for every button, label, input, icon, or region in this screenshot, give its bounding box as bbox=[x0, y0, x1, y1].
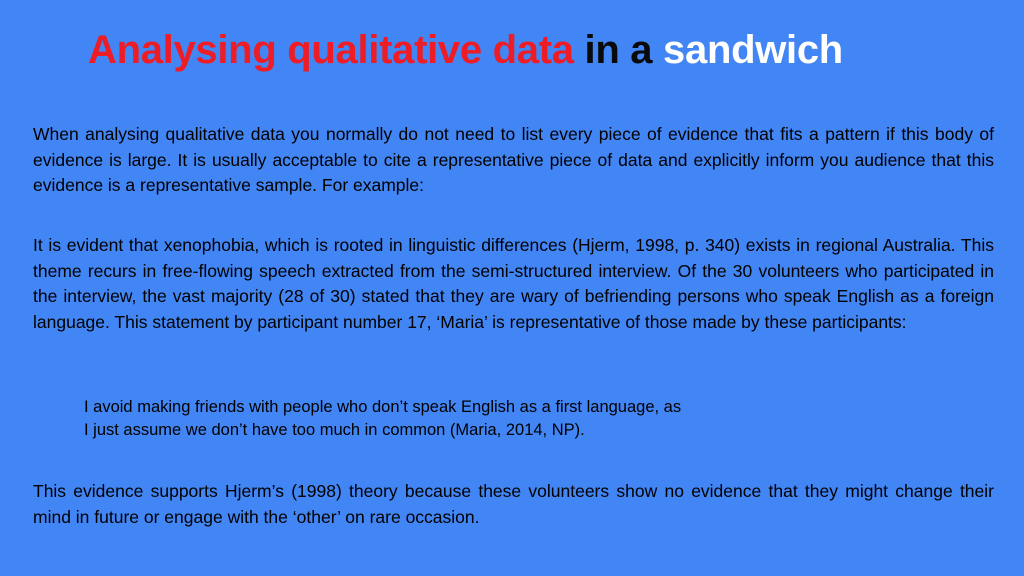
title-part-red: Analysing qualitative data bbox=[88, 28, 574, 72]
slide-title bbox=[88, 26, 843, 74]
intro-paragraph: When analysing qualitative data you normally do not need to list every piece of evidence that fits a pattern if this body of evidence is large. It is usually acceptable to cite a representative piece of data and explicitly inform you audience that this evidence is a representative sample. For example: bbox=[33, 124, 994, 196]
quote-line-2: I just assume we don’t have too much in common (Maria, 2014, NP). bbox=[84, 421, 585, 439]
quote-block bbox=[84, 396, 844, 442]
title-part-white: sandwich bbox=[663, 28, 843, 72]
conclusion-paragraph: This evidence supports Hjerm’s (1998) theory because these volunteers show no evidence that they might change their mind in future or engage with the ‘other’ on rare occasion. bbox=[33, 481, 994, 527]
title-part-black: in a bbox=[584, 28, 653, 72]
quote-line-1: I avoid making friends with people who don’t speak English as a first language, as bbox=[84, 398, 682, 416]
example-paragraph: It is evident that xenophobia, which is rooted in linguistic differences (Hjerm, 1998, p. 340) exists in regional Australia. This theme recurs in free-flowing speech extracted from the semi-structured interview. Of the 30 volunteers who participated in the interview, the vast majority (28 of 30) stated that they are wary of befriending persons who speak English as a foreign language. This statement by participant number 17, ‘Maria’ is representative of those made by these participants: bbox=[33, 235, 994, 333]
